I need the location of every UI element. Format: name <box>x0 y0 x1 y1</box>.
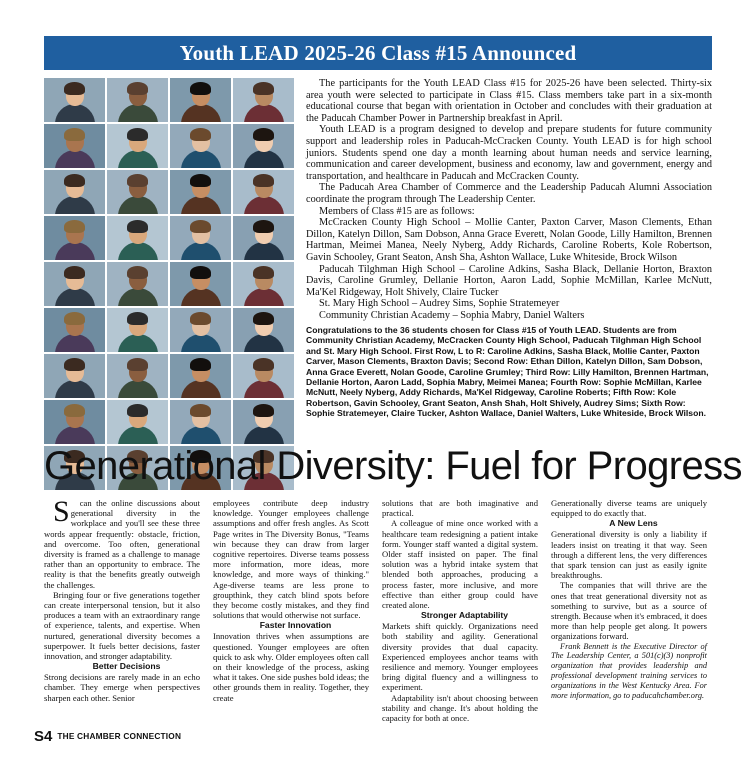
student-photo-grid <box>44 78 294 490</box>
photo-caption: Congratulations to the 36 students chosen for Class #15 of Youth LEAD. Students are from Community Christian Academy, McCracken County High School, Paducah Tilghman High School and St. Mary High School. First Row, L to R: Caroline Adkins, Sasha Black, Mollie Canter, Paxton Carver, Mason Clements, Braxton Davis; Second Row: Ethan Dillon, Katelyn Dillon, Sam Dobson, Anna Grace Everett, Nolan Goode, Caroline Grumley; Third Row: Lilly Hamilton, Brennen Hartman, Dellanie Horton, Aaron Ladd, Sophia Mabry, Meimei Manea; Fourth Row: Sophie McMillan, Karlee McNutt, Neely Nyberg, Addy Richards, Ma'Kel Ridgeway, Caroline Roberts; Fifth Row: Kole Robertson, Gavin Schooley, Grant Seaton, Ansh Shah, Holt Shively, Audrey Sims; Sixth Row: Sophie Stratemeyer, Claire Tucker, Ashton Wallace, Daniel Walters, Luke Whiteside, Brock Wilson. <box>306 325 709 419</box>
feature-headline: Generational Diversity: Fuel for Progress <box>44 444 742 488</box>
student-headshot <box>107 170 168 214</box>
headshot-hair <box>253 82 274 95</box>
feature-paragraph: The companies that will thrive are the ones that treat generational diversity not as something to survive, but as a source of strength. Because when it's embraced, it does more than help people get along. It powers organizations forward. <box>551 580 707 642</box>
headshot-hair <box>253 174 274 187</box>
student-headshot <box>107 124 168 168</box>
headshot-hair <box>127 358 148 371</box>
student-headshot <box>170 308 231 352</box>
drop-cap: S <box>53 495 70 528</box>
student-headshot <box>233 78 294 122</box>
headshot-hair <box>190 128 211 141</box>
student-headshot <box>233 124 294 168</box>
feature-paragraph: Generationally diverse teams are uniquely equipped to do exactly that. <box>551 498 707 519</box>
page-footer <box>34 725 724 747</box>
feature-paragraph: Generational diversity is only a liability if leaders insist on treating it that way. Seen through a different lens, the very differences that spark tension can just as easily ignite breakthroughs. <box>551 529 707 581</box>
student-headshot <box>170 400 231 444</box>
headshot-hair <box>253 128 274 141</box>
headshot-hair <box>127 266 148 279</box>
student-headshot <box>44 354 105 398</box>
publication-name: THE CHAMBER CONNECTION <box>57 731 182 741</box>
youth-lead-section <box>44 78 712 443</box>
student-headshot <box>44 308 105 352</box>
feature-subhead: A New Lens <box>609 518 658 529</box>
headshot-hair <box>127 82 148 95</box>
headshot-hair <box>253 358 274 371</box>
student-headshot <box>44 124 105 168</box>
feature-subhead: Stronger Adaptability <box>420 610 509 621</box>
headshot-hair <box>253 266 274 279</box>
feature-column-1 <box>44 495 200 720</box>
author-bio: Frank Bennett is the Executive Director of The Leadership Center, a 501(c)(3) nonprofit organization that provides leadership and professional development training services to organizations in the West Kentucky Area. For more information, go to paducahchamber.org. <box>551 641 707 700</box>
student-headshot <box>107 78 168 122</box>
article-paragraph: The participants for the Youth LEAD Class #15 for 2025-26 have been selected. Thirty-six area youth were selected to participate in Class #15. Class members take part in a six-month educational course that began with orientation in October and concludes with their graduation at the Paducah Chamber Power in Partnership breakfast in April. <box>306 78 712 124</box>
feature-paragraph: solutions that are both imaginative and practical. <box>382 498 538 519</box>
student-headshot <box>107 262 168 306</box>
student-headshot <box>44 78 105 122</box>
student-headshot <box>170 78 231 122</box>
page-number: S4 <box>34 727 53 745</box>
feature-subhead: Faster Innovation <box>259 620 332 631</box>
feature-paragraph: Adaptability isn't about choosing between stability and change. It's about holding the capacity for both at once. <box>382 692 538 724</box>
student-headshot <box>44 400 105 444</box>
student-headshot <box>107 400 168 444</box>
student-headshot <box>170 170 231 214</box>
article-paragraph: Community Christian Academy – Sophia Mabry, Daniel Walters <box>319 309 585 321</box>
student-headshot <box>233 216 294 260</box>
headshot-hair <box>64 174 85 187</box>
headshot-hair <box>190 404 211 417</box>
article-paragraph: The Paducah Area Chamber of Commerce and the Leadership Paducah Alumni Association coordinate the program through The Leadership Center. <box>306 182 712 205</box>
article-paragraph: McCracken County High School – Mollie Canter, Paxton Carver, Mason Clements, Ethan Dillon, Katelyn Dillon, Sam Dobson, Anna Grace Everett, Nolan Goode, Lilly Hamilton, Brennen Hartman, Meimei Manea, Neely Nyberg, Addy Richards, Caroline Roberts, Kole Robertson, Gavin Schooley, Grant Seaton, Ansh Sha, Ashton Wallace, Luke Whiteside, Brock Wilson <box>306 217 712 263</box>
headshot-hair <box>190 220 211 233</box>
headshot-hair <box>64 312 85 325</box>
article-paragraph: Youth LEAD is a program designed to develop and prepare students for future community support and leadership roles in Paducah-McCracken County. Youth LEAD is for high school juniors. Students spend one day a month learning about human needs and service learning, communication and career development, business and economy, law and government, energy and transportation, and healthcare in Paducah and McCracken County. <box>306 124 712 182</box>
headshot-hair <box>64 266 85 279</box>
student-headshot <box>107 308 168 352</box>
student-headshot <box>233 400 294 444</box>
student-headshot <box>107 216 168 260</box>
headshot-hair <box>64 220 85 233</box>
feature-article-body <box>44 495 716 724</box>
headshot-hair <box>64 82 85 95</box>
headshot-hair <box>64 358 85 371</box>
feature-paragraph: A colleague of mine once worked with a healthcare team redesigning a patient intake form. Younger staff wanted a digital system. Older staff insisted on paper. The final solution was a hybrid intake system that blended both approaches, producing a process faster, more inclusive, and more effective than either group could have created alone. <box>382 518 538 611</box>
headshot-hair <box>127 128 148 141</box>
student-headshot <box>44 216 105 260</box>
headshot-hair <box>127 404 148 417</box>
student-headshot <box>233 170 294 214</box>
feature-subhead: Better Decisions <box>92 661 161 672</box>
student-headshot <box>170 124 231 168</box>
headshot-hair <box>253 404 274 417</box>
headshot-hair <box>127 220 148 233</box>
headshot-hair <box>64 128 85 141</box>
headshot-hair <box>253 220 274 233</box>
feature-column-2 <box>213 498 369 720</box>
feature-column-3 <box>382 498 538 724</box>
feature-paragraph: employees contribute deep industry knowledge. Younger employees challenge assumptions and offer fresh angles. As Scott Page writes in The Diversity Bonus, "Teams win because they can draw from larger cognitive repertoires. Diverse teams possess more information, more ideas, more knowledge, and more ways of thinking." Age-diverse teams are less prone to groupthink, they catch blind spots before they become costly mistakes, and they find solutions that would otherwise not surface. <box>213 498 369 621</box>
student-headshot <box>233 308 294 352</box>
headshot-hair <box>64 404 85 417</box>
student-headshot <box>44 262 105 306</box>
student-headshot <box>170 262 231 306</box>
student-headshot <box>170 216 231 260</box>
student-headshot <box>170 354 231 398</box>
feature-paragraph <box>44 495 200 590</box>
feature-paragraph: Strong decisions are rarely made in an echo chamber. They emerge when perspectives sharpen each other. Senior <box>44 672 200 703</box>
feature-paragraph: Bringing four or five generations together can create interpersonal tension, but it also produces a team with an extraordinary range of experience, talents, and expertise. When nurtured, generational diversity becomes a superpower. It fuels better decisions, faster innovation, and stronger adaptability. <box>44 589 200 662</box>
headshot-hair <box>127 312 148 325</box>
feature-paragraph: Markets shift quickly. Organizations need both stability and agility. Generational diversity provides that dual capacity. Experienced employees anchor teams with resilience and memory. Younger employees bring digital fluency and a willingness to experiment. <box>382 621 538 693</box>
article-paragraph: Paducah Tilghman High School – Caroline Adkins, Sasha Black, Dellanie Horton, Braxton Davis, Caroline Grumley, Dellanie Horton, Aaron Ladd, Sophie McMillan, Karlee McNutt, Ma'Kel Ridgeway, Holt Shively, Claire Tucker <box>306 263 712 298</box>
headshot-hair <box>253 312 274 325</box>
student-headshot <box>107 354 168 398</box>
headshot-hair <box>190 82 211 95</box>
article-paragraph: Members of Class #15 are as follows: <box>319 205 475 217</box>
student-headshot <box>44 170 105 214</box>
article-paragraph: St. Mary High School – Audrey Sims, Sophie Stratemeyer <box>319 298 560 310</box>
student-headshot <box>233 262 294 306</box>
page-title: Youth LEAD 2025-26 Class #15 Announced <box>179 40 577 65</box>
student-headshot <box>233 354 294 398</box>
feature-paragraph-text: can the online discussions about generational diversity in the workplace and you'll see these three words appear frequently: obstacle, friction, and overcome. Too often, generational diversity is framed as a challenge to manage rather than an opportunity to embrace. The reality is that the benefits greatly outweigh the challenges. <box>44 498 200 590</box>
feature-column-4 <box>551 498 707 720</box>
headshot-hair <box>190 266 211 279</box>
masthead-banner <box>44 36 712 70</box>
headshot-hair <box>190 312 211 325</box>
youth-lead-article <box>306 78 712 321</box>
headshot-hair <box>190 358 211 371</box>
headshot-hair <box>190 174 211 187</box>
headshot-hair <box>127 174 148 187</box>
feature-paragraph: Innovation thrives when assumptions are questioned. Younger employees are often quick to ask why. Older employees often call on their knowledge of the process, asking what it takes. One side pushes bold ideas; the other grounds them in reality. Together, they create <box>213 631 369 703</box>
